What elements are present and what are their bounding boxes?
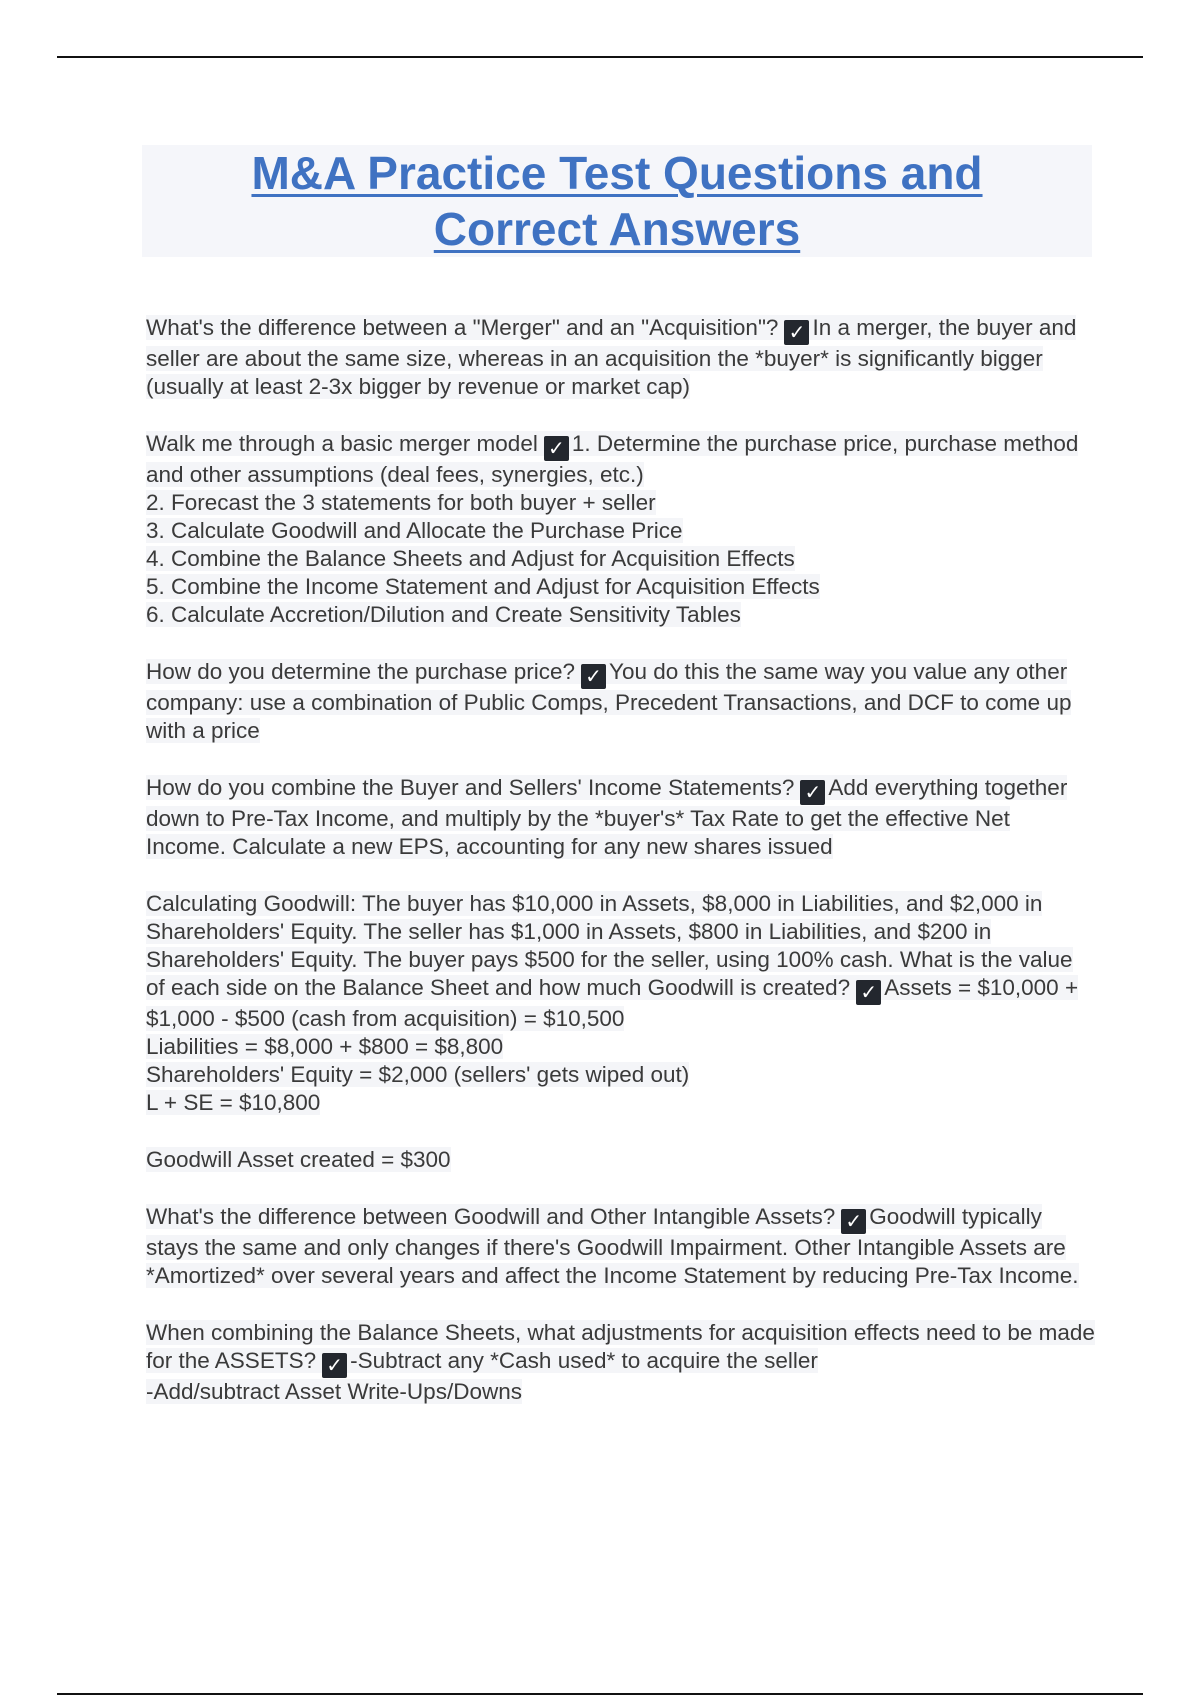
answer-text: Add everything together down to Pre-Tax Income, and multiply by the *buyer's* Tax Rate to get the effective Net Income. Calculate a new EPS, accounting for any new shares issued xyxy=(146,775,1068,859)
question-text: When combining the Balance Sheets, what adjustments for acquisition effects need to be made for the ASSETS? xyxy=(146,1320,1095,1373)
qa-item xyxy=(146,1203,1096,1290)
checkbox-checked-icon: ✓ xyxy=(581,664,606,689)
answer-text: In a merger, the buyer and seller are about the same size, whereas in an acquisition the *buyer* is significantly bigger (usually at least 2-3x bigger by revenue or market cap) xyxy=(146,315,1077,399)
question-text: What's the difference between Goodwill and Other Intangible Assets? xyxy=(146,1204,836,1229)
answer-line: 6. Calculate Accretion/Dilution and Create Sensitivity Tables xyxy=(146,602,741,627)
title-line-2: Correct Answers xyxy=(433,203,801,255)
qa-item-extra xyxy=(146,1146,1096,1174)
answer-line: Liabilities = $8,000 + $800 = $8,800 xyxy=(146,1034,504,1059)
checkbox-checked-icon: ✓ xyxy=(856,980,881,1005)
checkbox-checked-icon: ✓ xyxy=(322,1353,347,1378)
title-line-1: M&A Practice Test Questions and xyxy=(251,147,983,199)
question-text: What's the difference between a "Merger" and an "Acquisition"? xyxy=(146,315,779,340)
qa-item xyxy=(146,890,1096,1117)
question-text: Calculating Goodwill: The buyer has $10,000 in Assets, $8,000 in Liabilities, and $2,000 in Shareholders' Equity. The seller has $1,000 in Assets, $800 in Liabilities, and $200 in Shareholders' Equity. The buyer pays $500 for the seller, using 100% cash. What is the value of each side on the Balance Sheet and how much Goodwill is created? xyxy=(146,891,1073,1000)
checkbox-checked-icon: ✓ xyxy=(784,320,809,345)
checkbox-checked-icon: ✓ xyxy=(800,780,825,805)
qa-item xyxy=(146,430,1096,629)
answer-text: -Subtract any *Cash used* to acquire the seller xyxy=(350,1348,818,1373)
answer-line: L + SE = $10,800 xyxy=(146,1090,321,1115)
answer-line: 4. Combine the Balance Sheets and Adjust for Acquisition Effects xyxy=(146,546,795,571)
header-rule xyxy=(57,56,1143,58)
page-title xyxy=(142,145,1092,257)
answer-text: Assets = $10,000 + $1,000 - $500 (cash from acquisition) = $10,500 xyxy=(146,975,1079,1031)
answer-line: 5. Combine the Income Statement and Adjust for Acquisition Effects xyxy=(146,574,820,599)
title-box xyxy=(142,145,1092,257)
qa-item xyxy=(146,314,1096,401)
answer-text: Goodwill typically stays the same and only changes if there's Goodwill Impairment. Other Intangible Assets are *Amortized* over several years and affect the Income Statement by reducing Pre-Tax Income. xyxy=(146,1204,1079,1288)
footer-rule xyxy=(57,1693,1143,1695)
qa-list xyxy=(146,314,1096,1435)
answer-line: Shareholders' Equity = $2,000 (sellers' gets wiped out) xyxy=(146,1062,690,1087)
qa-item xyxy=(146,658,1096,745)
answer-text: 1. Determine the purchase price, purchase method and other assumptions (deal fees, synergies, etc.) xyxy=(146,431,1079,487)
answer-line: Goodwill Asset created = $300 xyxy=(146,1147,451,1172)
question-text: How do you determine the purchase price? xyxy=(146,659,575,684)
question-text: Walk me through a basic merger model xyxy=(146,431,538,456)
answer-text: You do this the same way you value any other company: use a combination of Public Comps, Precedent Transactions, and DCF to come up with a price xyxy=(146,659,1072,743)
qa-item xyxy=(146,774,1096,861)
checkbox-checked-icon: ✓ xyxy=(841,1209,866,1234)
answer-line: 3. Calculate Goodwill and Allocate the Purchase Price xyxy=(146,518,683,543)
answer-line: 2. Forecast the 3 statements for both buyer + seller xyxy=(146,490,656,515)
qa-item xyxy=(146,1319,1096,1406)
question-text: How do you combine the Buyer and Sellers' Income Statements? xyxy=(146,775,795,800)
answer-line: -Add/subtract Asset Write-Ups/Downs xyxy=(146,1379,522,1404)
checkbox-checked-icon: ✓ xyxy=(544,436,569,461)
